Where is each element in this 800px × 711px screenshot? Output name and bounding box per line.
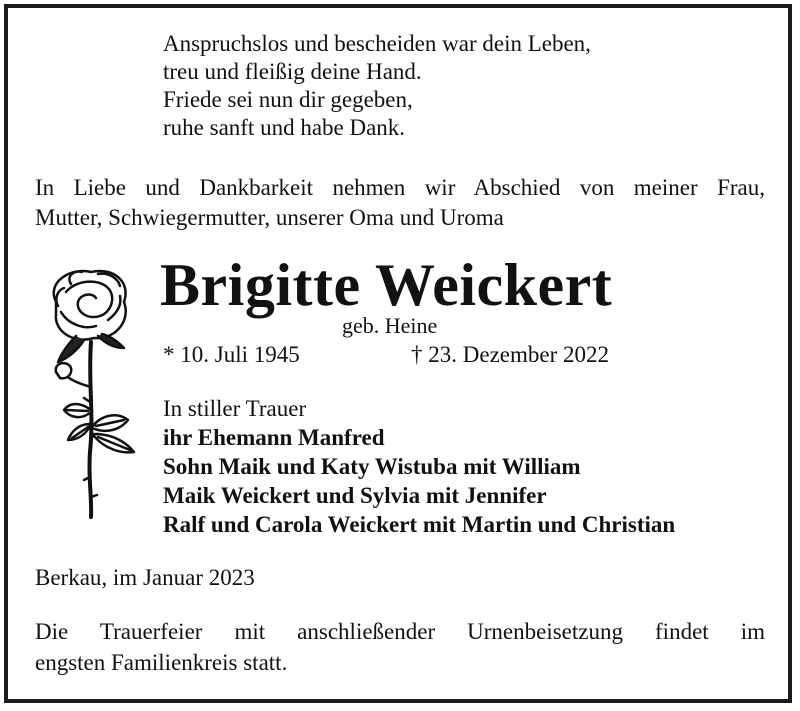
mourners-intro: In stiller Trauer [163,396,307,421]
poem-line: Anspruchslos und bescheiden war dein Leben, [163,31,591,56]
poem-line: treu und fleißig deine Hand. [163,59,422,84]
birth-date: * 10. Juli 1945 [163,342,300,367]
intro-line-1: In Liebe und Dankbarkeit nehmen wir Abschied von meiner Frau, [35,175,765,200]
mourners-list [163,394,675,539]
mourner-entry: ihr Ehemann Manfred [163,425,385,450]
maiden-name: geb. Heine [342,313,438,338]
poem-line: Friede sei nun dir gegeben, [163,87,413,112]
rose-icon [36,262,148,522]
notice-line-2: engsten Familienkreis statt. [35,650,288,675]
place-date: Berkau, im Januar 2023 [35,565,255,590]
death-date: † 23. Dezember 2022 [411,342,609,367]
mourner-entry: Ralf und Carola Weickert mit Martin und Christian [163,512,676,537]
funeral-notice [35,616,765,678]
mourner-entry: Sohn Maik und Katy Wistuba mit William [163,454,581,479]
intro-line-2: Mutter, Schwiegermutter, unserer Oma und Uroma [35,205,504,230]
notice-line-1: Die Trauerfeier mit anschließender Urnenbeisetzung findet im [35,619,765,644]
deceased-name: Brigitte Weickert [160,252,613,318]
poem [163,30,591,142]
mourner-entry: Maik Weickert und Sylvia mit Jennifer [163,483,547,508]
poem-line: ruhe sanft und habe Dank. [163,115,406,140]
intro-text [35,173,765,233]
